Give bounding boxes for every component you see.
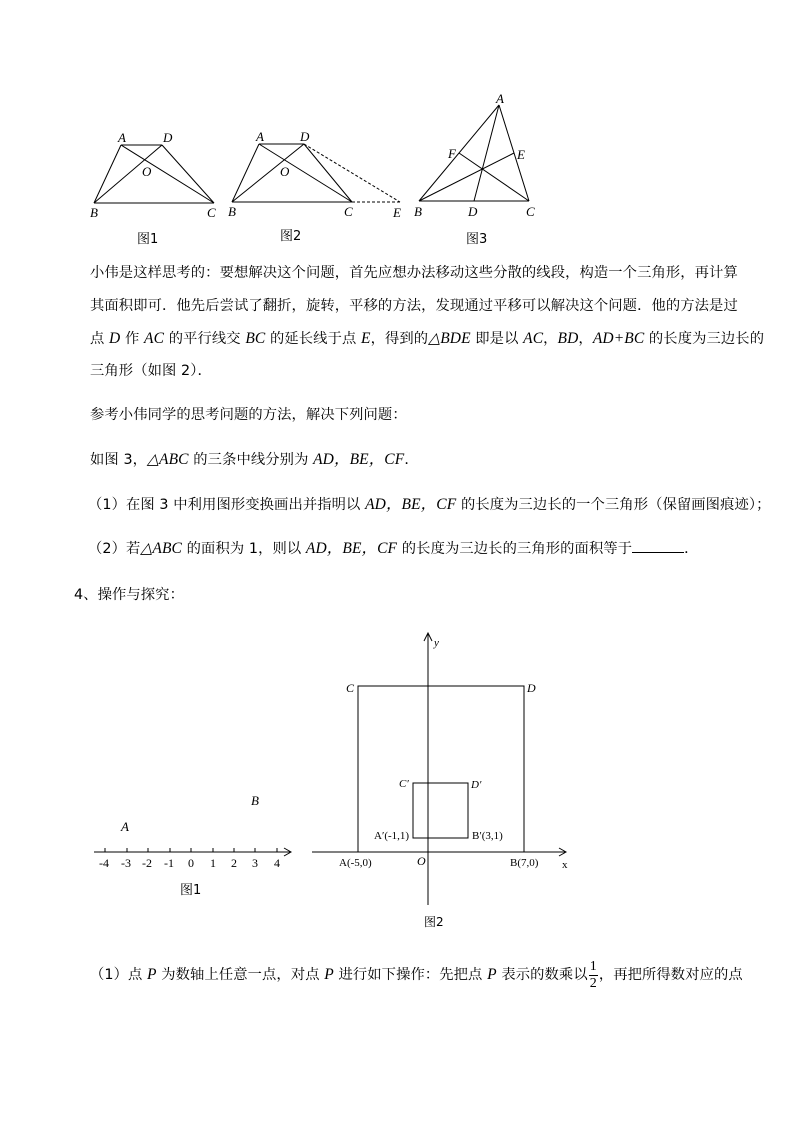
tick-label: -3 [121,856,131,870]
fig3-label-C: C [526,204,535,219]
fig2-label-A: A [256,129,264,144]
math-D: D [109,330,121,347]
x-axis-label: x [562,859,568,871]
operation-question-1 [90,957,770,993]
question-2 [88,532,768,566]
text-run: 表示的数乘以 [496,967,588,983]
text-run: 的长度为三边长的三角形的面积等于 [397,541,633,557]
text-run: 即是以 [470,331,524,347]
math-median-list: AD，BE，CF [305,540,398,557]
point-A-label: A(-5,0) [339,857,372,869]
text-run: ． [404,452,419,468]
fig2-label-O: O [280,164,290,179]
text-run: （2）若 [88,541,141,557]
figure-2-trapezoid-translated [224,126,414,226]
math-ABC: △ABC [147,451,189,468]
math-BDE: △BDE [428,330,471,347]
math-AC: AC [144,330,165,347]
math-BD: BD [557,330,579,347]
answer-blank[interactable] [632,540,684,553]
text-run: ，再把所得数对应的点 [598,967,743,983]
tick-label: -1 [164,856,174,870]
tick-label: -2 [142,856,152,870]
tick-label: 3 [252,856,258,870]
math-median-list: AD，BE，CF [365,496,457,513]
fraction-denominator: 2 [589,975,597,991]
fig2-label-D: D [300,129,310,144]
paragraph-reference: 参考小伟同学的思考问题的方法，解决下列问题： [90,407,407,423]
text-run: 为数轴上任意一点，对点 [156,967,325,983]
paragraph-line-2: 其面积即可．他先后尝试了翻折，旋转，平移的方法，发现通过平移可以解决这个问题．他的方法是过 [90,298,738,314]
fig3-label-A: A [496,92,504,106]
point-B-label: B(7,0) [510,857,539,869]
math-P: P [147,966,157,983]
point-D-label: D [527,681,536,695]
paragraph-fig3-intro [90,443,770,477]
math-median-list: AD，BE，CF [313,451,405,468]
paragraph-line-4: 三角形（如图 2）． [90,363,212,379]
text-run: 进行如下操作：先把点 [333,967,488,983]
text-run: 的平行线交 [164,331,246,347]
fraction-one-half [589,959,598,992]
fig1-label-D: D [163,130,173,145]
text-run: ， [578,331,593,347]
figure-3-triangle-medians [410,92,550,224]
math-P: P [324,966,334,983]
text-run: 点 [90,331,110,347]
text-run: 的面积为 1，则以 [182,541,306,557]
fig3-label-E: E [517,147,525,162]
question-1 [88,488,771,522]
figure-2-caption: 图2 [280,229,302,244]
coordinate-figure-caption: 图2 [424,915,444,929]
tick-label: 1 [210,856,216,870]
fraction-numerator: 1 [589,958,597,974]
point-C-prime-label: C′ [399,778,409,790]
fig1-label-B: B [90,205,98,220]
text-run: （1）点 [90,967,148,983]
fig3-label-B: B [414,204,422,219]
fig2-label-E: E [393,205,401,220]
figure-3-caption: 图3 [466,232,488,247]
point-B-label: B [251,793,259,808]
text-run: 的长度为三边长的 [644,331,765,347]
tick-label: 2 [231,856,237,870]
point-A-prime-label: A′(-1,1) [374,830,410,842]
y-axis-label: y [434,637,439,649]
tick-label: 4 [274,856,280,870]
text-run: 的延长线于点 [265,331,362,347]
text-run: 的三条中线分别为 [188,452,314,468]
fig1-label-C: C [207,205,216,220]
text-run: 如图 3， [90,452,148,468]
text-run: 作 [120,331,145,347]
fig2-label-C: C [344,204,353,219]
math-AC-2: AC [523,330,544,347]
fig3-label-F: F [448,146,456,161]
paragraph-line-1: 小伟是这样思考的：要想解决这个问题，首先应想办法移动这些分散的线段，构造一个三角形，再计算 [90,265,738,281]
math-AD-plus-BC: AD+BC [592,330,645,347]
math-BC: BC [245,330,266,347]
tick-label: -4 [99,856,109,870]
math-ABC: △ABC [140,540,182,557]
point-C-label: C [346,681,355,695]
text-run: 的长度为三边长的一个三角形（保留画图痕迹）； [456,497,771,513]
number-line-caption: 图1 [180,883,202,898]
text-run: ． [684,541,699,557]
text-run: （1）在图 3 中利用图形变换画出并指明以 [88,497,366,513]
coordinate-figure [310,630,580,910]
fig2-label-B: B [228,204,236,219]
point-D-prime-label: D′ [471,779,482,791]
figure-1-caption: 图1 [137,232,159,247]
point-B-prime-label: B′(3,1) [472,830,503,842]
text-run: ，得到的 [370,331,429,347]
text-run: ， [543,331,558,347]
figure-1-trapezoid [86,128,226,228]
point-A-label: A [121,819,129,834]
fig1-label-A: A [118,130,126,145]
section-4-heading: 4、操作与探究： [74,587,184,603]
tick-label: 0 [188,856,194,870]
origin-label: O [417,854,426,868]
math-E: E [361,330,371,347]
fig3-label-D: D [468,204,478,219]
math-P: P [487,966,497,983]
fig1-label-O: O [142,164,152,179]
paragraph-line-3 [90,322,770,356]
